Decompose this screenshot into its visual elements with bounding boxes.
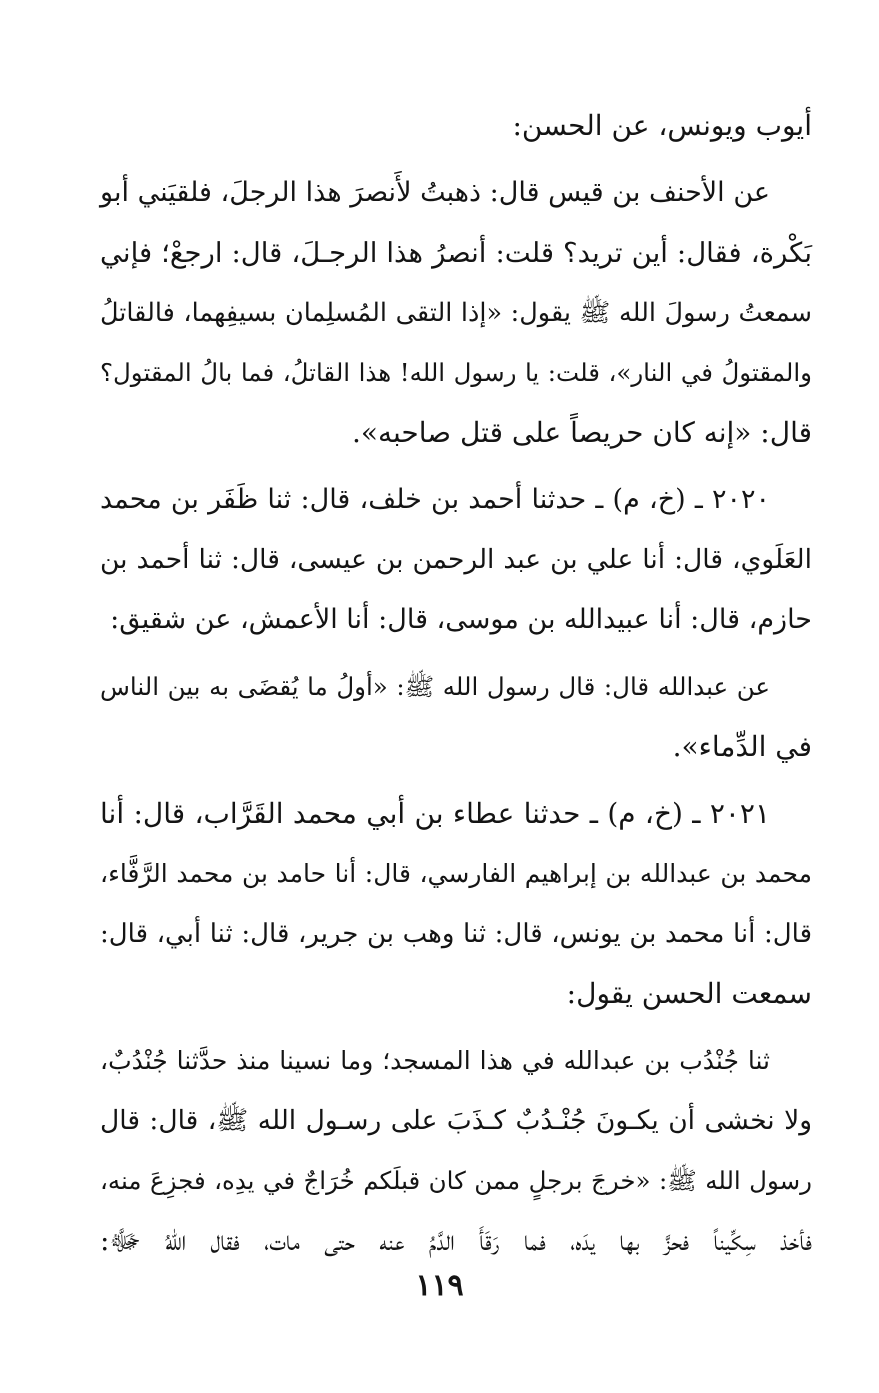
text-line: محمد بن عبدالله بن إبراهيم الفارسي، قال: أنا حامد بن محمد الرَّفَّاء، bbox=[100, 859, 812, 888]
text-line: قال: «إنه كان حريصاً على قتل صاحبه». bbox=[351, 416, 812, 449]
text-line: والمقتولُ في النار»، قلت: يا رسول الله! هذا القاتلُ، فما بالُ المقتول؟ bbox=[100, 358, 812, 387]
hadith-2020-heading-line: ٢٠٢٠ ـ (خ، م) ـ حدثنا أحمد بن خلف، قال: ثنا ظَفَر بن محمد bbox=[100, 484, 770, 515]
text-line: سمعتُ رسولَ الله ﷺ يقول: «إذا التقى المُسلِمان بسيفِهما، فالقاتلُ bbox=[100, 298, 812, 328]
text-line: عن الأحنف بن قيس قال: ذهبتُ لأَنصرَ هذا الرجلَ، فلقيَني أبو bbox=[100, 177, 770, 208]
page-number: ١١٩ bbox=[415, 1268, 464, 1303]
text-line: أيوب ويونس، عن الحسن: bbox=[512, 109, 812, 142]
text-line: قال: أنا محمد بن يونس، قال: ثنا وهب بن جرير، قال: ثنا أبي، قال: bbox=[100, 919, 812, 949]
text-line: العَلَوي، قال: أنا علي بن عبد الرحمن بن عيسى، قال: ثنا أحمد بن bbox=[100, 544, 812, 575]
text-line: بَكْرة، فقال: أين تريد؟ قلت: أنصرُ هذا الرجـلَ، قال: ارجعْ؛ فإني bbox=[100, 237, 812, 269]
text-line: رسول الله ﷺ: «خرجَ برجلٍ ممن كان قبلَكم خُرَاجٌ في يدِه، فجزِعَ منه، bbox=[100, 1166, 812, 1195]
text-line: في الدِّماء». bbox=[672, 730, 812, 763]
text-line: فأخذ سِكِّيناً فحزَّ بها يدَه، فما رَقَأَ الدَّمُ عنه حتى مات، فقال اللهُ ﷻ: bbox=[100, 1224, 812, 1257]
text-line: ثنا جُنْدُب بن عبدالله في هذا المسجد؛ وما نسينا منذ حدَّثنا جُنْدُبٌ، bbox=[100, 1046, 770, 1075]
text-line: حازم، قال: أنا عبيدالله بن موسى، قال: أنا الأعمش، عن شقيق: bbox=[110, 604, 812, 635]
hadith-2021-heading-line: ٢٠٢١ ـ (خ، م) ـ حدثنا عطاء بن أبي محمد القَرَّاب، قال: أنا bbox=[100, 797, 770, 830]
text-line: ولا نخشى أن يكـونَ جُنْـدُبٌ كـذَبَ على رسـول الله ﷺ، قال: قال bbox=[100, 1105, 812, 1136]
text-line: عن عبدالله قال: قال رسول الله ﷺ: «أولُ ما يُقضَى به بين الناس bbox=[100, 672, 770, 701]
text-line: سمعت الحسن يقول: bbox=[566, 977, 812, 1010]
body-text bbox=[100, 96, 812, 1271]
